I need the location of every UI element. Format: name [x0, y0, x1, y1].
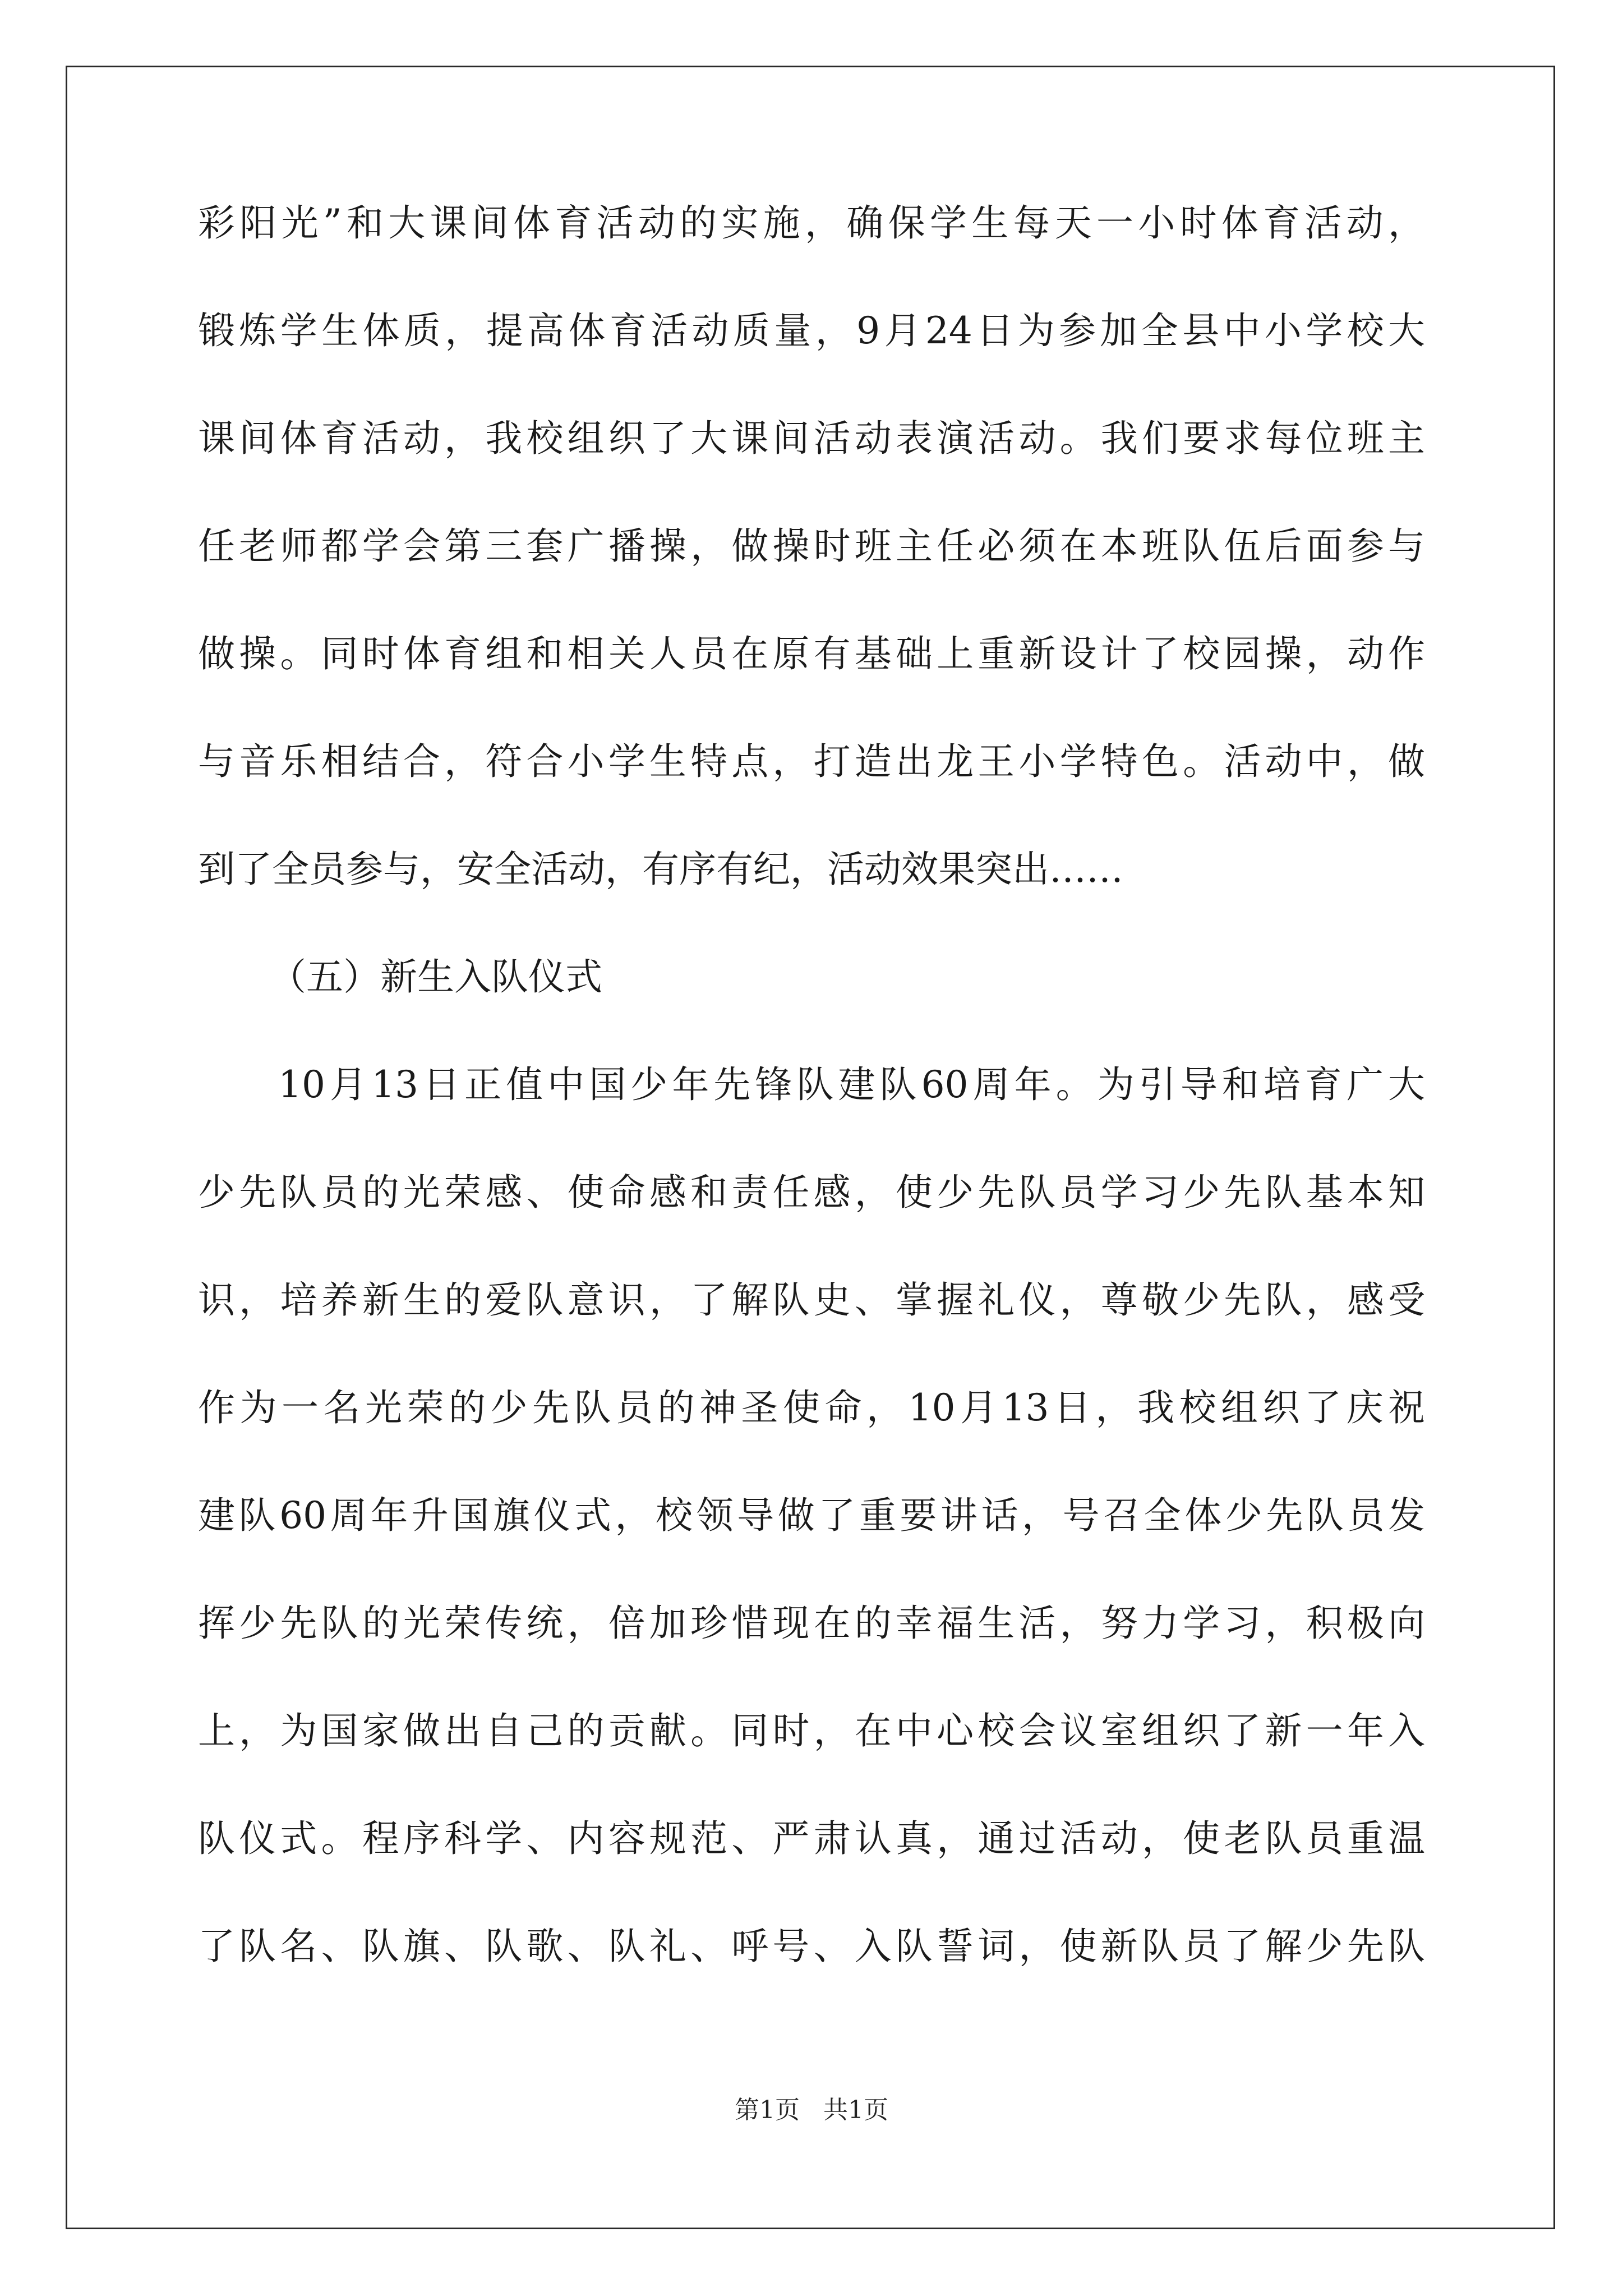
paragraph-2-line-8: 队仪式。程序科学、内容规范、严肃认真，通过活动，使老队员重温 — [198, 1817, 1425, 1860]
section-heading: （五）新生入队仪式 — [269, 955, 602, 999]
paragraph-2-line-3: 识，培养新生的爱队意识，了解队史、掌握礼仪，尊敬少先队，感受 — [198, 1278, 1425, 1322]
paragraph-1-line-4: 任老师都学会第三套广播操，做操时班主任必须在本班队伍后面参与 — [198, 524, 1425, 568]
paragraph-2-first-line: 10月13日正值中国少年先锋队建队60周年。为引导和培育广大 — [278, 1063, 1425, 1106]
paragraph-1-line-1: 彩阳光”和大课间体育活动的实施，确保学生每天一小时体育活动， — [198, 201, 1425, 245]
paragraph-1-line-6: 与音乐相结合，符合小学生特点，打造出龙王小学特色。活动中，做 — [198, 740, 1425, 783]
page-border — [66, 66, 1555, 2229]
paragraph-2-line-7: 上，为国家做出自己的贡献。同时，在中心校会议室组织了新一年入 — [198, 1709, 1425, 1752]
paragraph-1-line-3: 课间体育活动，我校组织了大课间活动表演活动。我们要求每位班主 — [198, 417, 1425, 460]
paragraph-2-line-5: 建队60周年升国旗仪式，校领导做了重要讲话，号召全体少先队员发 — [198, 1494, 1425, 1537]
paragraph-2-line-2: 少先队员的光荣感、使命感和责任感，使少先队员学习少先队基本知 — [198, 1171, 1425, 1214]
paragraph-2-line-4: 作为一名光荣的少先队员的神圣使命，10月13日，我校组织了庆祝 — [198, 1386, 1425, 1429]
paragraph-1-line-2: 锻炼学生体质，提高体育活动质量，9月24日为参加全县中小学校大 — [198, 309, 1425, 352]
paragraph-1-line-5: 做操。同时体育组和相关人员在原有基础上重新设计了校园操，动作 — [198, 632, 1425, 675]
paragraph-2-line-6: 挥少先队的光荣传统，倍加珍惜现在的幸福生活，努力学习，积极向 — [198, 1602, 1425, 1645]
paragraph-1-line-7: 到了全员参与，安全活动，有序有纪，活动效果突出…… — [198, 848, 1123, 891]
page-footer: 第1页 共1页 — [735, 2096, 888, 2124]
paragraph-2-line-9: 了队名、队旗、队歌、队礼、呼号、入队誓词，使新队员了解少先队 — [198, 1925, 1425, 1968]
